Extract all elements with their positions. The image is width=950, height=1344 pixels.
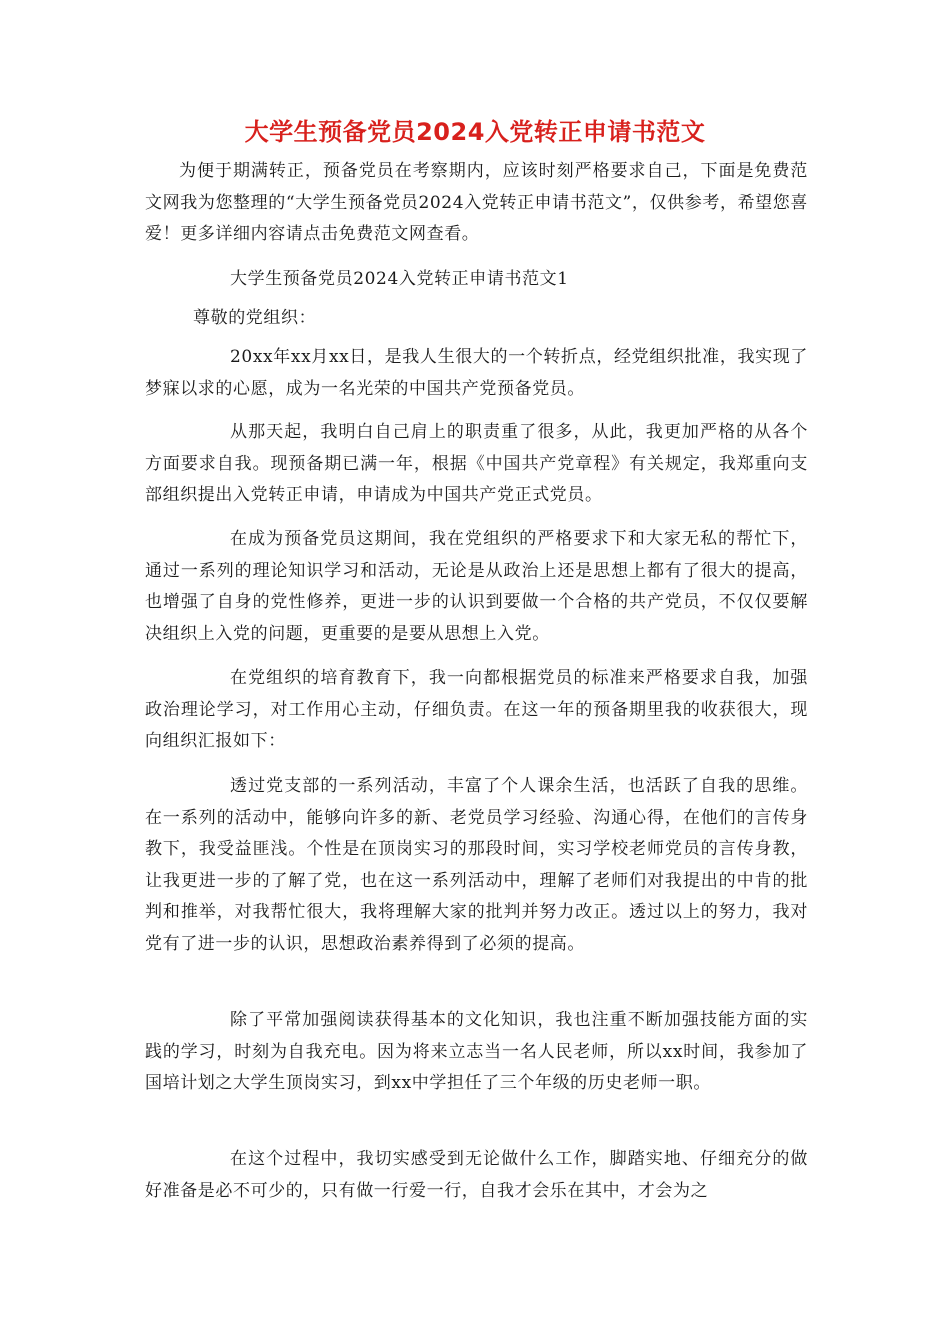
body-paragraph: 在成为预备党员这期间，我在党组织的严格要求下和大家无私的帮忙下，通过一系列的理论知识学习和活动，无论是从政治上还是思想上都有了很大的提高，也增强了自身的党性修养，更进一步的认识到要做一个合格的共产党员，不仅仅要解决组织上入党的问题，更重要的是要从思想上入党。 [145, 529, 808, 644]
section-heading: 大学生预备党员2024入党转正申请书范文1 [230, 269, 569, 289]
body-paragraph: 从那天起，我明白自己肩上的职责重了很多，从此，我更加严格的从各个方面要求自我。现预备期已满一年，根据《中国共产党章程》有关规定，我郑重向支部组织提出入党转正申请，申请成为中国共产党正式党员。 [145, 422, 808, 505]
intro-paragraph: 为便于期满转正，预备党员在考察期内，应该时刻严格要求自己，下面是免费范文网我为您整理的“大学生预备党员2024入党转正申请书范文”，仅供参考，希望您喜爱！更多详细内容请点击免费范文网查看。 [145, 161, 808, 244]
body-paragraph: 在这个过程中，我切实感受到无论做什么工作，脚踏实地、仔细充分的做好准备是必不可少的，只有做一行爱一行，自我才会乐在其中，才会为之 [145, 1149, 808, 1201]
salutation: 尊敬的党组织： [193, 308, 317, 328]
body-paragraph: 在党组织的培育教育下，我一向都根据党员的标准来严格要求自我，加强政治理论学习，对工作用心主动，仔细负责。在这一年的预备期里我的收获很大，现向组织汇报如下： [145, 668, 808, 751]
body-paragraph: 除了平常加强阅读获得基本的文化知识，我也注重不断加强技能方面的实践的学习，时刻为自我充电。因为将来立志当一名人民老师，所以xx时间，我参加了国培计划之大学生顶岗实习，到xx中学担任了三个年级的历史老师一职。 [145, 1010, 808, 1093]
document-title: 大学生预备党员2024入党转正申请书范文 [244, 118, 706, 146]
body-paragraph: 透过党支部的一系列活动，丰富了个人课余生活，也活跃了自我的思维。在一系列的活动中，能够向许多的新、老党员学习经验、沟通心得，在他们的言传身教下，我受益匪浅。个性是在顶岗实习的那段时间，实习学校老师党员的言传身教，让我更进一步的了解了党，也在这一系列活动中，理解了老师们对我提出的中肯的批判和推举，对我帮忙很大，我将理解大家的批判并努力改正。透过以上的努力，我对党有了进一步的认识，思想政治素养得到了必须的提高。 [145, 776, 808, 954]
body-paragraph: 20xx年xx月xx日，是我人生很大的一个转折点，经党组织批准，我实现了梦寐以求的心愿，成为一名光荣的中国共产党预备党员。 [145, 347, 808, 399]
